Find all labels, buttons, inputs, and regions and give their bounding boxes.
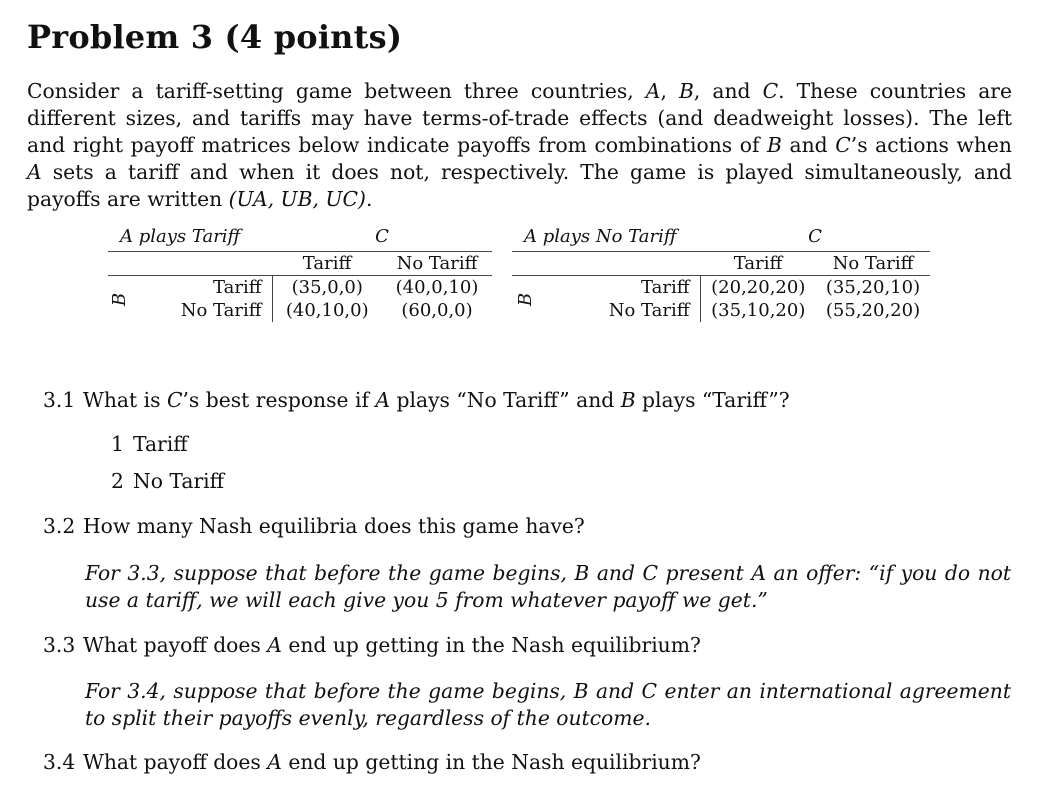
payoff-cell: (55,20,20): [825, 300, 921, 321]
col-header: Tariff: [700, 252, 816, 276]
payoff-cell: (35,0,0): [272, 276, 382, 300]
question-3-2: 3.2 How many Nash equilibria does this game have?: [43, 514, 585, 538]
payoff-cell: (35,10,20): [700, 299, 816, 322]
column-player-label: C: [700, 225, 930, 252]
problem-intro: Consider a tariff-setting game between three countries, A, B, and C. These countries are different sizes, and tariffs may have terms-of-trade effects (and deadweight losses). The left and right payoff matrices below indicate payoffs from combinations of B and C’s actions when A sets a tariff and when it does not, respectively. The game is played simultaneously, and payoffs are written (UA, UB, UC).: [27, 79, 1012, 211]
payoff-matrix-a-tariff: [108, 225, 492, 322]
row-player-label: B: [515, 292, 537, 306]
payoff-matrix-a-no-tariff: [512, 225, 930, 322]
payoff-cell: (60,0,0): [401, 300, 473, 321]
payoff-cell: (40,10,0): [272, 299, 382, 322]
row-header: Tariff: [641, 277, 690, 298]
matrix-caption: A plays No Tariff: [512, 225, 700, 252]
payoff-tuple: (UA, UB, UC): [228, 187, 366, 211]
problem-title: Problem 3 (4 points): [27, 18, 403, 56]
payoff-cell: (35,20,10): [825, 277, 921, 298]
note-3-4: For 3.4, suppose that before the game begins, B and C enter an international agreement to split their payoffs evenly, regardless of the outcome.: [85, 679, 1011, 730]
question-3-3: 3.3 What payoff does A end up getting in the Nash equilibrium?: [43, 633, 701, 657]
row-player-label: B: [109, 292, 131, 306]
answer-option-1[interactable]: 1 Tariff: [111, 432, 188, 456]
matrix-caption: A plays Tariff: [108, 225, 272, 252]
question-3-4: 3.4 What payoff does A end up getting in the Nash equilibrium?: [43, 750, 701, 774]
payoff-cell: (40,0,10): [395, 277, 479, 298]
col-header: Tariff: [272, 252, 382, 276]
payoff-cell: (20,20,20): [700, 276, 816, 300]
col-header: No Tariff: [382, 252, 492, 276]
row-header: Tariff: [213, 277, 262, 298]
question-3-1: 3.1 What is C’s best response if A plays “No Tariff” and B plays “Tariff”?: [43, 388, 790, 412]
row-header: No Tariff: [180, 300, 262, 321]
note-3-3: For 3.3, suppose that before the game begins, B and C present A an offer: “if you do not use a tariff, we will each give you 5 from whatever payoff we get.”: [85, 561, 1011, 612]
answer-option-2[interactable]: 2 No Tariff: [111, 469, 225, 493]
row-header: No Tariff: [608, 300, 690, 321]
col-header: No Tariff: [816, 252, 930, 276]
column-player-label: C: [272, 225, 492, 252]
